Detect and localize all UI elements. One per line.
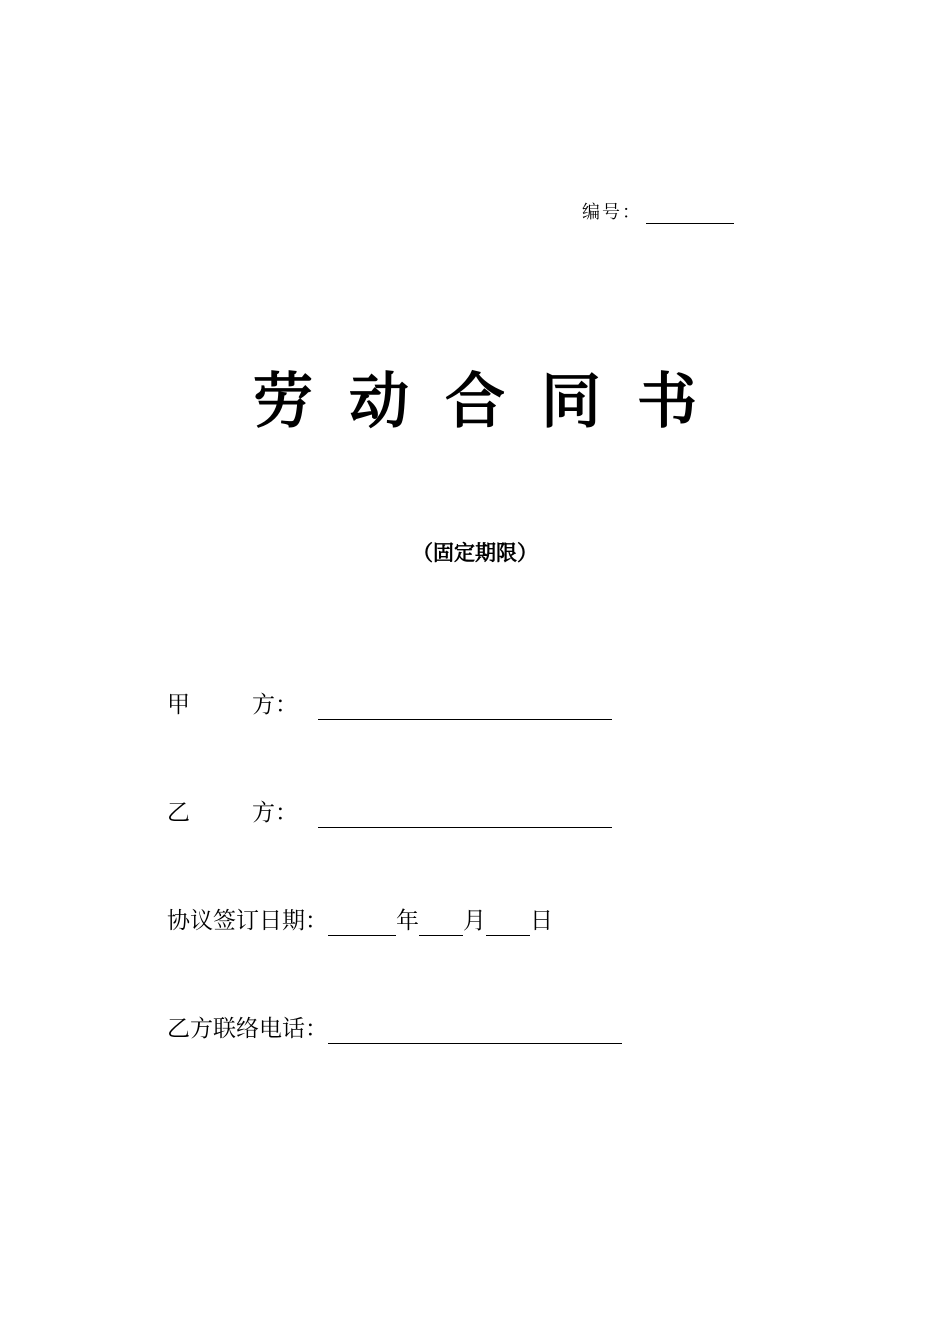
party-b-phone-label: 乙方联络电话： xyxy=(167,1016,328,1042)
serial-number-blank[interactable] xyxy=(646,203,734,224)
party-b-blank[interactable] xyxy=(318,801,612,828)
party-b-phone-row xyxy=(167,1012,622,1044)
party-b-row xyxy=(167,796,612,828)
party-b-label-suffix: 方： xyxy=(252,800,298,826)
document-subtitle: （固定期限） xyxy=(412,540,538,565)
party-b-phone-blank[interactable] xyxy=(328,1017,622,1044)
party-a-blank[interactable] xyxy=(318,693,612,720)
sign-date-year-label: 年 xyxy=(396,908,419,934)
sign-date-month-blank[interactable] xyxy=(419,909,463,936)
serial-number-row xyxy=(582,198,734,224)
sign-date-day-label: 日 xyxy=(530,908,553,934)
sign-date-month-label: 月 xyxy=(463,908,486,934)
sign-date-row xyxy=(167,904,553,936)
party-b-label-char: 乙 xyxy=(167,800,190,826)
party-a-row xyxy=(167,688,612,720)
serial-number-label: 编号： xyxy=(582,202,642,223)
party-a-label-char: 甲 xyxy=(167,692,190,718)
document-title: 劳动合同书 xyxy=(253,367,733,437)
sign-date-label: 协议签订日期： xyxy=(167,908,328,934)
sign-date-day-blank[interactable] xyxy=(486,909,530,936)
party-a-label-suffix: 方： xyxy=(252,692,298,718)
sign-date-year-blank[interactable] xyxy=(328,909,396,936)
